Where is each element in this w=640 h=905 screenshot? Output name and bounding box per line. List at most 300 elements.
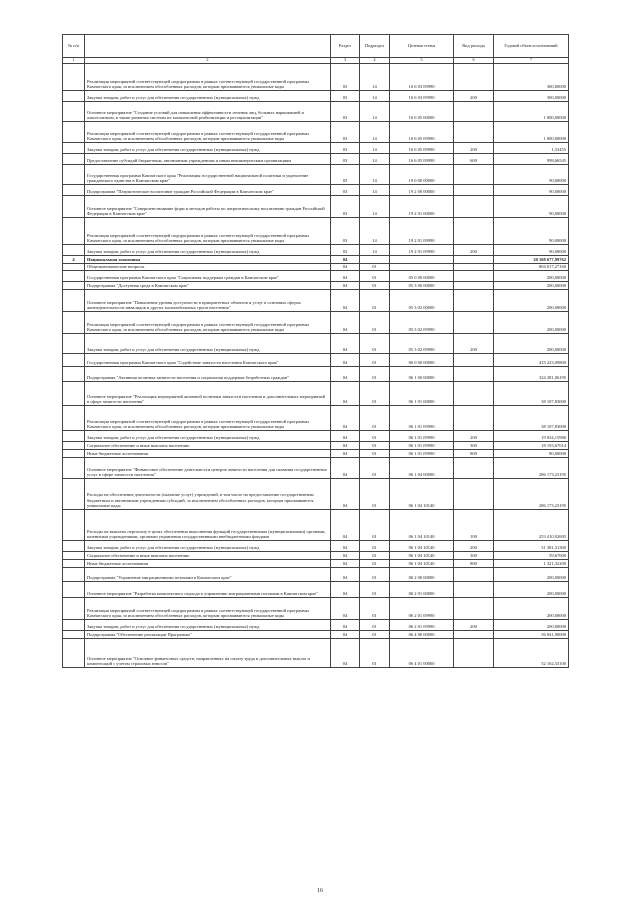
table-cell-target-article	[390, 256, 454, 264]
table-cell-subsection: 01	[360, 367, 390, 382]
table-cell-section: 03	[331, 64, 360, 91]
table-cell-target-article: 06 1 04 10140	[390, 541, 454, 552]
table-cell-number	[63, 91, 85, 102]
table-cell-expense-type	[454, 631, 494, 639]
table-cell-subsection: 01	[360, 560, 390, 568]
table-cell-subsection: 01	[360, 479, 390, 510]
table-cell-name: Закупка товаров, работ и услуг для обеспечения государственных (муниципальных) нужд	[85, 245, 331, 256]
table-cell-expense-type	[454, 479, 494, 510]
table-cell-name: Государственная программа Камчатского края "Реализация государственной национальной политики и укрепление гражданского единства в Камчатском крае"	[85, 165, 331, 185]
table-cell-name: Иные бюджетные ассигнования	[85, 560, 331, 568]
table-cell-name: Основное мероприятие "Совершенствование форм и методов работы по патриотическому воспитанию граждан Российской Федерации в Камчатском крае"	[85, 196, 331, 218]
table-cell-subsection: 01	[360, 552, 390, 560]
table-cell-expense-type	[454, 290, 494, 312]
table-cell-target-article: 06 1 04 00000	[390, 458, 454, 479]
table-cell-number	[63, 282, 85, 290]
table-row	[63, 64, 569, 91]
table-cell-amount: 1 000,00000	[494, 102, 569, 122]
table-cell-number	[63, 510, 85, 541]
table-cell-subsection: 01	[360, 568, 390, 582]
table-row	[63, 620, 569, 631]
column-number: 1	[63, 58, 85, 64]
table-cell-subsection: 14	[360, 102, 390, 122]
table-cell-subsection: 14	[360, 122, 390, 143]
table-cell-amount: 1,33455	[494, 143, 569, 154]
table-cell-target-article: 16 6 05 09990	[390, 122, 454, 143]
table-cell-target-article: 06 2 01 00000	[390, 582, 454, 598]
table-cell-expense-type	[454, 64, 494, 91]
table-row	[63, 450, 569, 458]
table-row	[63, 541, 569, 552]
table-cell-number	[63, 382, 85, 406]
table-cell-expense-type	[454, 185, 494, 196]
table-cell-section: 04	[331, 568, 360, 582]
table-cell-expense-type: 200	[454, 245, 494, 256]
table-row	[63, 218, 569, 245]
table-cell-expense-type	[454, 568, 494, 582]
table-cell-name: Подпрограмма "Активная политика занятости населения и социальная поддержка безработных граждан"	[85, 367, 331, 382]
table-cell-section: 04	[331, 264, 360, 271]
table-cell-expense-type	[454, 218, 494, 245]
header-annual-amount: Годовой объем ассигнований	[494, 35, 569, 58]
table-cell-name: Основное мероприятие "Разработка комплексного подхода к управлению миграционными потоками в Камчатском крае"	[85, 582, 331, 598]
table-cell-amount: 200,00000	[494, 598, 569, 620]
table-cell-section: 03	[331, 102, 360, 122]
table-cell-name: Реализация мероприятий соответствующей подпрограммы в рамках соответствующей государственной программы Камчатского края, за исключением обособленных расходов, которым присваиваются уникальные коды	[85, 598, 331, 620]
table-cell-target-article: 06 4 01 00000	[390, 639, 454, 668]
header-subsection: Подраздел	[360, 35, 390, 58]
table-cell-subsection: 01	[360, 620, 390, 631]
table-row	[63, 185, 569, 196]
table-cell-section: 04	[331, 431, 360, 442]
table-cell-expense-type: 600	[454, 154, 494, 165]
table-row	[63, 264, 569, 271]
table-cell-target-article: 06 2 00 00000	[390, 568, 454, 582]
table-cell-amount: 415 223,09800	[494, 354, 569, 367]
table-row	[63, 312, 569, 334]
table-cell-amount: 200,00000	[494, 334, 569, 354]
table-cell-number	[63, 218, 85, 245]
table-cell-section: 04	[331, 479, 360, 510]
table-cell-number	[63, 264, 85, 271]
table-cell-expense-type: 100	[454, 510, 494, 541]
table-cell-section: 04	[331, 631, 360, 639]
table-cell-expense-type	[454, 598, 494, 620]
table-cell-subsection: 01	[360, 282, 390, 290]
table-cell-number	[63, 245, 85, 256]
column-number: 2	[85, 58, 331, 64]
table-cell-expense-type	[454, 367, 494, 382]
table-cell-number	[63, 102, 85, 122]
table-cell-target-article: 05 0 00 00000	[390, 271, 454, 282]
table-cell-section: 03	[331, 218, 360, 245]
column-number: 3	[331, 58, 360, 64]
table-cell-subsection: 01	[360, 450, 390, 458]
table-cell-amount: 90,00000	[494, 218, 569, 245]
table-cell-number	[63, 290, 85, 312]
table-cell-expense-type: 200	[454, 143, 494, 154]
table-cell-number	[63, 552, 85, 560]
table-cell-name: Социальное обеспечение и иные выплаты населению	[85, 552, 331, 560]
table-cell-subsection: 01	[360, 541, 390, 552]
table-cell-target-article: 05 3 00 00000	[390, 282, 454, 290]
table-cell-section: 04	[331, 354, 360, 367]
table-cell-amount: 59,67000	[494, 552, 569, 560]
table-cell-section: 04	[331, 312, 360, 334]
table-cell-name: Основное мероприятие "Основное финансовых средств, направленных на оплату труда и дополнительных выплат и компенсаций с учетом страховых взносов"	[85, 639, 331, 668]
table-row	[63, 165, 569, 185]
table-cell-target-article: 06 4 00 00000	[390, 631, 454, 639]
table-cell-target-article: 06 1 01 00000	[390, 382, 454, 406]
table-cell-expense-type	[454, 271, 494, 282]
table-cell-subsection: 01	[360, 639, 390, 668]
table-cell-expense-type	[454, 282, 494, 290]
table-cell-amount: 31 381,31300	[494, 541, 569, 552]
table-cell-number: 4	[63, 256, 85, 264]
table-row	[63, 479, 569, 510]
table-cell-target-article: 19 2 00 00000	[390, 185, 454, 196]
table-cell-name: Подпрограмма "Доступная среда в Камчатском крае"	[85, 282, 331, 290]
table-cell-target-article: 05 3 02 00000	[390, 290, 454, 312]
table-cell-number	[63, 560, 85, 568]
table-row	[63, 282, 569, 290]
table-cell-subsection: 01	[360, 264, 390, 271]
table-cell-section: 04	[331, 450, 360, 458]
table-cell-expense-type: 200	[454, 541, 494, 552]
table-cell-name: Иные бюджетные ассигнования	[85, 450, 331, 458]
table-cell-amount: 19 834,15986	[494, 431, 569, 442]
table-row	[63, 354, 569, 367]
table-cell-name: Реализация мероприятий соответствующей подпрограммы в рамках соответствующей государственной программы Камчатского края, за исключением обособленных расходов, которым присваиваются уникальные коды	[85, 218, 331, 245]
table-row	[63, 290, 569, 312]
table-row	[63, 334, 569, 354]
table-cell-target-article: 06 1 04 10140	[390, 560, 454, 568]
table-cell-name: Подпрограмма "Обеспечение реализации Программы"	[85, 631, 331, 639]
table-cell-amount: 38 107,83000	[494, 382, 569, 406]
column-number: 5	[390, 58, 454, 64]
table-cell-expense-type	[454, 582, 494, 598]
table-cell-expense-type: 800	[454, 450, 494, 458]
table-cell-section: 03	[331, 91, 360, 102]
table-row	[63, 431, 569, 442]
column-number: 7	[494, 58, 569, 64]
table-cell-number	[63, 582, 85, 598]
table-cell-amount: 52 162,33100	[494, 639, 569, 668]
table-cell-target-article: 16 6 05 09990	[390, 143, 454, 154]
table-cell-section: 03	[331, 143, 360, 154]
table-cell-target-article: 06 2 01 09990	[390, 598, 454, 620]
table-cell-number	[63, 196, 85, 218]
table-cell-subsection: 14	[360, 185, 390, 196]
table-cell-subsection: 14	[360, 165, 390, 185]
table-cell-subsection	[360, 256, 390, 264]
table-cell-name: Реализация мероприятий соответствующей подпрограммы в рамках соответствующей государственной программы Камчатского края, за исключением обособленных расходов, которым присваиваются уникальные коды	[85, 64, 331, 91]
table-cell-target-article: 06 1 01 09990	[390, 442, 454, 450]
table-cell-number	[63, 165, 85, 185]
table-cell-expense-type	[454, 102, 494, 122]
table-cell-section: 04	[331, 406, 360, 431]
header-section: Раздел	[331, 35, 360, 58]
table-cell-amount: 38 107,83000	[494, 406, 569, 431]
table-cell-number	[63, 64, 85, 91]
table-cell-expense-type: 200	[454, 91, 494, 102]
table-row	[63, 442, 569, 450]
table-row	[63, 631, 569, 639]
table-cell-section: 03	[331, 122, 360, 143]
table-cell-amount: 998,66545	[494, 154, 569, 165]
table-cell-target-article: 16 6 03 09990	[390, 64, 454, 91]
table-cell-number	[63, 639, 85, 668]
table-cell-amount: 324 281,06195	[494, 367, 569, 382]
table-cell-expense-type: 300	[454, 552, 494, 560]
table-cell-section: 04	[331, 271, 360, 282]
table-cell-number	[63, 143, 85, 154]
table-cell-amount: 200,00000	[494, 312, 569, 334]
table-cell-section: 04	[331, 552, 360, 560]
table-cell-amount: 20 168 677,99762	[494, 256, 569, 264]
table-cell-target-article: 06 1 04 10140	[390, 479, 454, 510]
table-cell-subsection: 01	[360, 582, 390, 598]
table-cell-amount: 200,00000	[494, 290, 569, 312]
table-cell-amount: 200,00000	[494, 620, 569, 631]
table-cell-amount: 200,00000	[494, 568, 569, 582]
table-row	[63, 382, 569, 406]
table-cell-name: Государственная программа Камчатского края "Содействие занятости населения Камчатского края"	[85, 354, 331, 367]
table-row	[63, 102, 569, 122]
table-cell-section: 03	[331, 154, 360, 165]
table-cell-expense-type	[454, 639, 494, 668]
table-cell-section: 04	[331, 256, 360, 264]
table-row	[63, 271, 569, 282]
table-cell-amount: 80,00000	[494, 450, 569, 458]
table-cell-number	[63, 568, 85, 582]
table-cell-section: 03	[331, 165, 360, 185]
table-cell-name: Реализация мероприятий соответствующей подпрограммы в рамках соответствующей государственной программы Камчатского края, за исключением обособленных расходов, которым присваиваются уникальные коды	[85, 406, 331, 431]
table-cell-section: 04	[331, 334, 360, 354]
table-cell-subsection: 01	[360, 510, 390, 541]
table-cell-name: Государственная программа Камчатского края "Социальная поддержка граждан в Камчатском крае"	[85, 271, 331, 282]
table-cell-name: Подпрограмма "Патриотическое воспитание граждан Российской Федерации в Камчатском крае"	[85, 185, 331, 196]
table-cell-amount: 286 173,23195	[494, 479, 569, 510]
table-cell-subsection: 01	[360, 271, 390, 282]
table-row	[63, 560, 569, 568]
table-row	[63, 406, 569, 431]
table-cell-target-article: 19 2 01 09990	[390, 245, 454, 256]
table-cell-section: 04	[331, 382, 360, 406]
header-target-article: Целевая статья	[390, 35, 454, 58]
table-cell-target-article: 06 1 04 10140	[390, 552, 454, 560]
table-cell-subsection: 01	[360, 442, 390, 450]
table-cell-target-article: 06 2 01 09990	[390, 620, 454, 631]
table-cell-number	[63, 541, 85, 552]
table-cell-subsection: 01	[360, 458, 390, 479]
table-row	[63, 582, 569, 598]
table-row	[63, 122, 569, 143]
table-cell-section: 04	[331, 620, 360, 631]
table-cell-subsection: 01	[360, 431, 390, 442]
table-cell-subsection: 01	[360, 334, 390, 354]
table-cell-name: Основное мероприятие "Финансовое обеспечение деятельности центров занятости населения для оказания государственных услуг в сфере занятости населения"	[85, 458, 331, 479]
table-cell-target-article: 06 1 01 09990	[390, 431, 454, 442]
table-cell-expense-type: 200	[454, 620, 494, 631]
table-cell-section: 04	[331, 560, 360, 568]
table-cell-expense-type: 800	[454, 560, 494, 568]
table-cell-amount: 90,00000	[494, 185, 569, 196]
table-row	[63, 245, 569, 256]
table-cell-subsection: 14	[360, 196, 390, 218]
table-cell-name: Подпрограмма "Управление миграционными потоками в Камчатском крае"	[85, 568, 331, 582]
table-cell-name: Основное мероприятие "Повышение уровня доступности в приоритетных объектов и услуг в основных сферах жизнедеятельности инвалидов и других маломобильных групп населения"	[85, 290, 331, 312]
header-name	[85, 35, 331, 58]
table-cell-number	[63, 479, 85, 510]
table-cell-target-article: 16 6 05 00000	[390, 102, 454, 122]
table-cell-section: 03	[331, 196, 360, 218]
table-cell-name: Закупка товаров, работ и услуг для обеспечения государственных (муниципальных) нужд	[85, 431, 331, 442]
header-expense-type: Вид расхода	[454, 35, 494, 58]
table-cell-name: Реализация мероприятий соответствующей подпрограммы в рамках соответствующей государственной программы Камчатского края, за исключением обособленных расходов, которым присваиваются уникальные коды	[85, 312, 331, 334]
table-cell-subsection: 14	[360, 154, 390, 165]
table-cell-target-article: 19 2 01 09990	[390, 218, 454, 245]
table-cell-section: 04	[331, 639, 360, 668]
table-cell-number	[63, 367, 85, 382]
table-cell-subsection: 14	[360, 218, 390, 245]
table-cell-amount: 300,00000	[494, 91, 569, 102]
table-cell-number	[63, 620, 85, 631]
table-cell-section: 04	[331, 598, 360, 620]
table-cell-expense-type	[454, 406, 494, 431]
table-cell-expense-type	[454, 196, 494, 218]
table-cell-target-article: 06 1 04 10140	[390, 510, 454, 541]
table-cell-expense-type	[454, 354, 494, 367]
table-cell-name: Реализация мероприятий соответствующей подпрограммы в рамках соответствующей государственной программы Камчатского края, за исключением обособленных расходов, которым присваиваются уникальные коды	[85, 122, 331, 143]
table-row	[63, 598, 569, 620]
table-cell-name: Основное мероприятие "Создание условий для повышения эффективности лечения лиц, больных наркоманией и алкоголизмом, в также развития системы их комплексной реабилитации и ресоциализации"	[85, 102, 331, 122]
column-number: 4	[360, 58, 390, 64]
table-cell-section: 03	[331, 245, 360, 256]
table-cell-subsection: 14	[360, 91, 390, 102]
table-cell-name: Основное мероприятие "Реализация мероприятий активной политики занятости населения и дополнительных мероприятий в сфере занятости населения"	[85, 382, 331, 406]
budget-table-container	[62, 34, 568, 668]
table-cell-name: Закупка товаров, работ и услуг для обеспечения государственных (муниципальных) нужд	[85, 541, 331, 552]
table-cell-section: 04	[331, 541, 360, 552]
table-cell-number	[63, 154, 85, 165]
table-cell-name: Национальная экономика	[85, 256, 331, 264]
table-cell-amount: 804 617,27160	[494, 264, 569, 271]
table-cell-section: 04	[331, 290, 360, 312]
table-cell-section: 04	[331, 582, 360, 598]
table-cell-expense-type	[454, 382, 494, 406]
table-cell-expense-type	[454, 256, 494, 264]
table-row	[63, 154, 569, 165]
table-cell-number	[63, 631, 85, 639]
table-row	[63, 91, 569, 102]
table-cell-number	[63, 354, 85, 367]
table-cell-number	[63, 406, 85, 431]
table-cell-target-article	[390, 264, 454, 271]
table-cell-number	[63, 442, 85, 450]
table-cell-subsection: 14	[360, 64, 390, 91]
table-header-row	[63, 35, 569, 58]
page-number: 16	[317, 888, 323, 894]
table-cell-name: Закупка товаров, работ и услуг для обеспечения государственных (муниципальных) нужд	[85, 620, 331, 631]
table-cell-expense-type	[454, 264, 494, 271]
table-cell-number	[63, 122, 85, 143]
table-cell-subsection: 01	[360, 312, 390, 334]
table-cell-target-article: 06 1 01 09990	[390, 450, 454, 458]
header-row-number: № п/п	[63, 35, 85, 58]
table-cell-expense-type	[454, 165, 494, 185]
table-cell-number	[63, 185, 85, 196]
table-cell-target-article: 05 3 02 09990	[390, 334, 454, 354]
table-cell-expense-type: 200	[454, 334, 494, 354]
table-row	[63, 552, 569, 560]
table-cell-target-article: 06 1 01 09990	[390, 406, 454, 431]
table-cell-number	[63, 312, 85, 334]
table-cell-name: Закупка товаров, работ и услуг для обеспечения государственных (муниципальных) нужд	[85, 143, 331, 154]
table-cell-amount: 56 841,90000	[494, 631, 569, 639]
table-row	[63, 458, 569, 479]
table-row	[63, 367, 569, 382]
table-cell-amount: 1 321,32200	[494, 560, 569, 568]
table-cell-target-article: 19 2 01 00000	[390, 196, 454, 218]
budget-table	[62, 34, 569, 668]
table-cell-target-article: 05 3 02 09990	[390, 312, 454, 334]
table-cell-name: Закупка товаров, работ и услуг для обеспечения государственных (муниципальных) нужд	[85, 334, 331, 354]
table-cell-number	[63, 271, 85, 282]
table-row	[63, 256, 569, 264]
table-cell-subsection: 14	[360, 143, 390, 154]
table-cell-section: 04	[331, 367, 360, 382]
table-cell-amount: 200,00000	[494, 271, 569, 282]
table-cell-name: Социальное обеспечение и иные выплаты населению	[85, 442, 331, 450]
table-cell-expense-type: 300	[454, 442, 494, 450]
table-cell-section: 04	[331, 442, 360, 450]
table-cell-subsection: 01	[360, 406, 390, 431]
table-cell-expense-type	[454, 122, 494, 143]
table-cell-subsection: 01	[360, 382, 390, 406]
table-cell-number	[63, 598, 85, 620]
table-row	[63, 196, 569, 218]
table-cell-section: 04	[331, 510, 360, 541]
table-cell-target-article: 06 1 00 00000	[390, 367, 454, 382]
table-cell-name: Расходы на выплаты персоналу в целях обеспечения выполнения функций государственными (муниципальными) органами, казенными учреждениями, органами управления государственными внебюджетными фондами	[85, 510, 331, 541]
table-cell-amount: 1 000,00000	[494, 122, 569, 143]
table-row	[63, 568, 569, 582]
table-cell-subsection: 01	[360, 290, 390, 312]
table-cell-subsection: 01	[360, 631, 390, 639]
table-cell-target-article: 16 6 03 09990	[390, 91, 454, 102]
table-cell-amount: 200,00000	[494, 282, 569, 290]
table-cell-number	[63, 458, 85, 479]
table-body	[63, 64, 569, 668]
table-cell-subsection: 14	[360, 245, 390, 256]
table-cell-amount: 90,00000	[494, 165, 569, 185]
table-cell-name: Расходы на обеспечение деятельности (оказание услуг) учреждений, в том числе на предоставление государственным бюджетным и автономным учреждениям субсидий, за исключением обособленных расходов, которым присваиваются уникальные коды	[85, 479, 331, 510]
table-cell-number	[63, 431, 85, 442]
table-cell-target-article: 16 6 05 09990	[390, 154, 454, 165]
table-cell-name: Закупка товаров, работ и услуг для обеспечения государственных (муниципальных) нужд	[85, 91, 331, 102]
table-cell-amount: 200,00000	[494, 582, 569, 598]
table-row	[63, 510, 569, 541]
table-cell-expense-type	[454, 312, 494, 334]
column-number: 6	[454, 58, 494, 64]
table-cell-section: 03	[331, 185, 360, 196]
table-cell-amount: 253 410,92695	[494, 510, 569, 541]
table-cell-amount: 300,00000	[494, 64, 569, 91]
table-cell-section: 04	[331, 282, 360, 290]
table-cell-expense-type: 200	[454, 431, 494, 442]
table-cell-amount: 286 173,23195	[494, 458, 569, 479]
